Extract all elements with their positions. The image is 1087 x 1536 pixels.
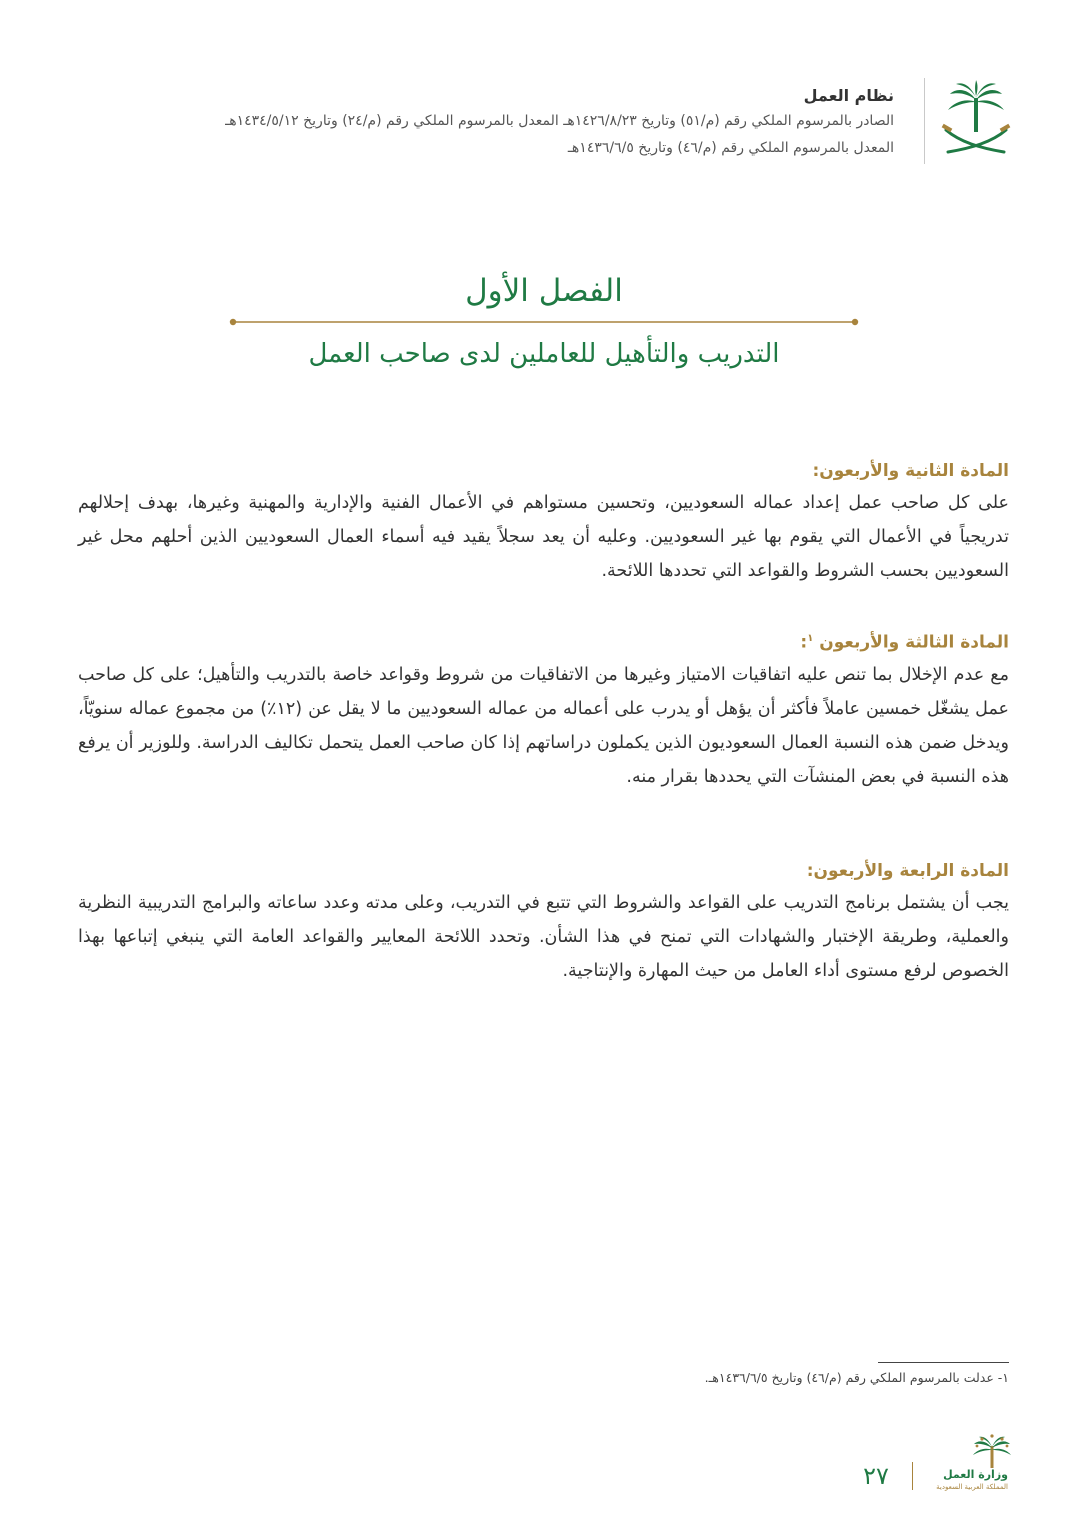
footer-divider <box>912 1462 913 1490</box>
chapter-title: الفصل الأول <box>465 273 623 309</box>
article-title-text: المادة الثالثة والأربعون <box>819 632 1009 653</box>
article-body: على كل صاحب عمل إعداد عماله السعوديين، وتحسين مستواهم في الأعمال الفنية والإدارية والمهنية وغيرها، بهدف إحلالهم تدريجياً في الأعمال التي يقوم بها غير السعوديين. وعليه أن يعد سجلاً يقيد فيه أسماء العمال السعوديين الذين أحلهم محل غير السعوديين بحسب الشروط والقواعد التي تحددها اللائحة. <box>78 493 1009 581</box>
document-title: نظام العمل <box>803 86 894 105</box>
header-text <box>94 84 894 162</box>
ornament-divider <box>228 316 860 328</box>
footnote-text: ١- عدلت بالمرسوم الملكي رقم (م/٤٦) وتاريخ ١٤٣٦/٦/٥هـ. <box>704 1370 1009 1385</box>
saudi-emblem-icon <box>940 80 1012 160</box>
article-body: مع عدم الإخلال بما تنص عليه اتفاقيات الامتياز وغيرها من الاتفاقيات من شروط وقواعد خاصة بالتدريب والتأهيل؛ على كل صاحب عمل يشغّل خمسين عاملاً فأكثر أن يؤهل أو يدرب على أعماله من عماله السعوديين ما لا يقل عن (١٢٪) من مجموع عماله سنويّاً، ويدخل ضمن هذه النسبة العمال السعوديون الذين يكملون دراساتهم إذا كان صاحب العمل يتحمل تكاليف الدراسة. وللوزير أن يرفع هذه النسبة في بعض المنشآت التي يحددها بقرار منه. <box>78 664 1009 787</box>
article-42 <box>78 456 1009 588</box>
chapter-subtitle: التدريب والتأهيل للعاملين لدى صاحب العمل <box>308 339 780 369</box>
article-title <box>78 624 1009 658</box>
footnote-rule <box>878 1362 1009 1363</box>
article-title-colon: : <box>800 632 808 653</box>
article-title: المادة الثانية والأربعون: <box>812 461 1009 481</box>
article-title: المادة الرابعة والأربعون: <box>806 861 1009 881</box>
ministry-name-title: وزارة العمل <box>943 1468 1008 1481</box>
ministry-country: المملكة العربية السعودية <box>936 1483 1008 1491</box>
article-44 <box>78 856 1009 988</box>
article-body: يجب أن يشتمل برنامج التدريب على القواعد والشروط التي تتبع في التدريب، وعلى مدته وعدد ساعاته والبرامج التدريبية النظرية والعملية، وطريقة الإختبار والشهادات التي تمنح في هذا الشأن. وتحدد اللائحة المعايير والقواعد العامة التي ينبغي إتباعها بهذا الخصوص لرفع مستوى أداء العامل من حيث المهارة والإنتاجية. <box>78 893 1009 981</box>
ministry-name <box>916 1468 1008 1492</box>
decree-line-2: المعدل بالمرسوم الملكي رقم (م/٤٦) وتاريخ ١٤٣٦/٦/٥هـ <box>567 140 894 156</box>
page-number: ٢٧ <box>863 1462 889 1490</box>
footnote-reference[interactable]: ١ <box>807 633 814 644</box>
article-43 <box>78 624 1009 794</box>
header-divider <box>924 78 925 164</box>
decree-line-1: الصادر بالمرسوم الملكي رقم (م/٥١) وتاريخ ١٤٢٦/٨/٢٣هـ المعدل بالمرسوم الملكي رقم (م/٢٤) وتاريخ ١٤٣٤/٥/١٢هـ <box>225 113 894 129</box>
